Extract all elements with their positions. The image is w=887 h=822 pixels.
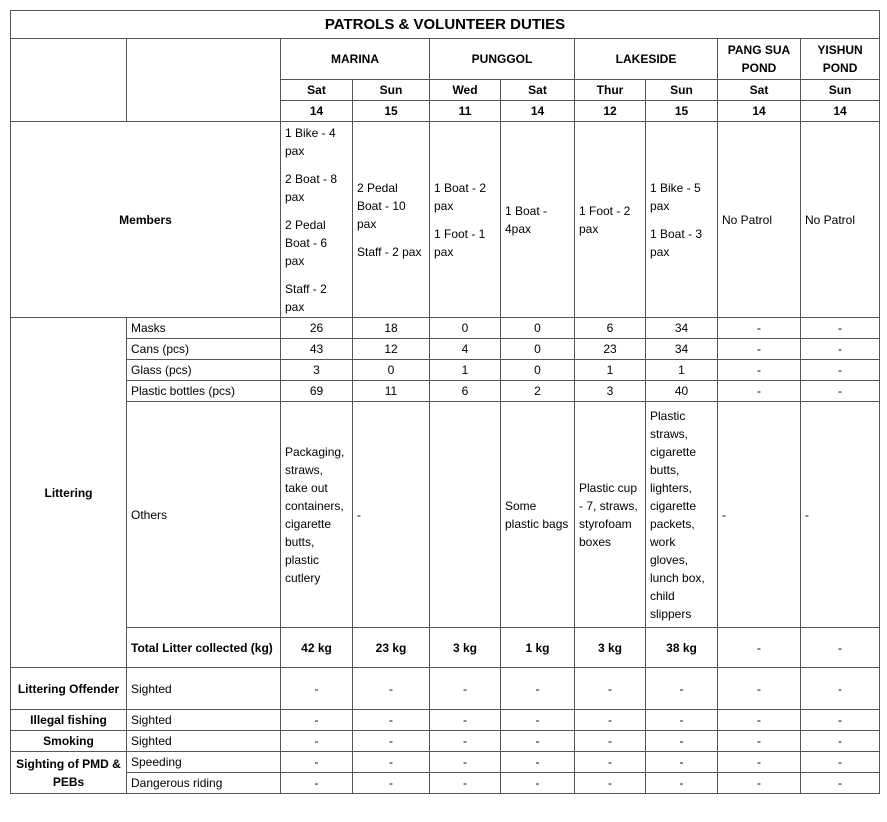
category-label: Littering Offender xyxy=(11,668,127,710)
date-header: 14 xyxy=(718,101,801,122)
total-cell: 3 kg xyxy=(575,628,646,668)
day-header: Sat xyxy=(281,80,353,101)
members-cell xyxy=(718,122,801,318)
row-label: Masks xyxy=(127,318,281,339)
date-header: 14 xyxy=(281,101,353,122)
table-cell: - xyxy=(718,381,801,402)
table-cell: - xyxy=(646,710,718,731)
members-entry: 2 Pedal Boat - 10 pax xyxy=(357,180,406,231)
table-cell: - xyxy=(646,668,718,710)
members-cell xyxy=(353,122,430,318)
littering-label: Littering xyxy=(11,318,127,668)
table-cell: - xyxy=(353,752,430,773)
table-cell: - xyxy=(430,752,501,773)
table-cell: - xyxy=(281,752,353,773)
table-cell: - xyxy=(501,731,575,752)
header-blank-1 xyxy=(11,39,127,122)
table-cell: 69 xyxy=(281,381,353,402)
row-label: Sighted xyxy=(127,668,281,710)
table-cell: - xyxy=(718,339,801,360)
table-cell: 18 xyxy=(353,318,430,339)
table-cell: 0 xyxy=(501,339,575,360)
table-cell: - xyxy=(281,668,353,710)
total-cell: 3 kg xyxy=(430,628,501,668)
table-cell: - xyxy=(801,773,880,794)
table-cell: - xyxy=(801,360,880,381)
table-cell: - xyxy=(718,360,801,381)
table-cell: - xyxy=(718,773,801,794)
day-header: Sun xyxy=(646,80,718,101)
total-cell: - xyxy=(801,628,880,668)
row-label: Cans (pcs) xyxy=(127,339,281,360)
table-cell: 1 xyxy=(430,360,501,381)
members-entry: 1 Boat - 3 pax xyxy=(650,226,703,259)
location-punggol: PUNGGOL xyxy=(430,39,575,80)
table-cell: 43 xyxy=(281,339,353,360)
date-header: 14 xyxy=(501,101,575,122)
table-cell: - xyxy=(353,668,430,710)
row-label: Total Litter collected (kg) xyxy=(127,628,281,668)
table-cell: - xyxy=(353,710,430,731)
table-cell: 6 xyxy=(430,381,501,402)
members-entry: Staff - 2 pax xyxy=(285,282,327,314)
date-header: 15 xyxy=(353,101,430,122)
table-cell: - xyxy=(801,318,880,339)
total-cell: 38 kg xyxy=(646,628,718,668)
members-cell xyxy=(281,122,353,318)
table-cell: 34 xyxy=(646,339,718,360)
table-cell: 26 xyxy=(281,318,353,339)
table-cell: - xyxy=(575,752,646,773)
members-cell xyxy=(575,122,646,318)
row-label: Others xyxy=(127,402,281,628)
day-header: Sat xyxy=(718,80,801,101)
day-header: Sat xyxy=(501,80,575,101)
table-cell: - xyxy=(646,773,718,794)
members-entry: No Patrol xyxy=(805,212,856,227)
others-cell: Some plastic bags xyxy=(501,402,575,628)
others-cell: - xyxy=(801,402,880,628)
table-cell: 12 xyxy=(353,339,430,360)
row-label: Speeding xyxy=(127,752,281,773)
row-label: Glass (pcs) xyxy=(127,360,281,381)
patrols-table xyxy=(10,10,880,794)
table-cell: - xyxy=(501,773,575,794)
day-header: Wed xyxy=(430,80,501,101)
table-cell: - xyxy=(718,318,801,339)
location-lakeside: LAKESIDE xyxy=(575,39,718,80)
table-cell: - xyxy=(718,668,801,710)
table-cell: - xyxy=(281,710,353,731)
table-cell: - xyxy=(801,752,880,773)
table-cell: - xyxy=(718,710,801,731)
table-cell: - xyxy=(501,752,575,773)
table-cell: - xyxy=(646,752,718,773)
others-cell: Plastic straws, cigarette butts, lighters, cigarette packets, work gloves, lunch box, child slippers xyxy=(646,402,718,628)
total-cell: 1 kg xyxy=(501,628,575,668)
members-entry: 1 Bike - 4 pax xyxy=(285,126,336,158)
table-cell: - xyxy=(430,710,501,731)
row-label: Sighted xyxy=(127,710,281,731)
members-entry: Staff - 2 pax xyxy=(357,244,422,259)
table-cell: - xyxy=(430,668,501,710)
row-label: Dangerous riding xyxy=(127,773,281,794)
page-title: PATROLS & VOLUNTEER DUTIES xyxy=(11,11,880,39)
table-cell: - xyxy=(575,731,646,752)
members-entry: 1 Boat - 2 pax xyxy=(434,180,487,213)
date-header: 12 xyxy=(575,101,646,122)
date-header: 15 xyxy=(646,101,718,122)
table-cell: - xyxy=(430,731,501,752)
total-cell: - xyxy=(718,628,801,668)
category-label: Smoking xyxy=(11,731,127,752)
table-cell: 0 xyxy=(501,318,575,339)
table-cell: 40 xyxy=(646,381,718,402)
location-marina: MARINA xyxy=(281,39,430,80)
table-cell: - xyxy=(281,731,353,752)
members-entry: 1 Foot - 2 pax xyxy=(579,203,631,236)
members-entry: 2 Pedal Boat - 6 pax xyxy=(285,218,328,268)
table-cell: 0 xyxy=(501,360,575,381)
table-cell: - xyxy=(501,668,575,710)
table-cell: - xyxy=(646,731,718,752)
others-cell: Packaging, straws, take out containers, cigarette butts, plastic cutlery xyxy=(281,402,353,628)
members-cell xyxy=(801,122,880,318)
table-cell: 34 xyxy=(646,318,718,339)
table-cell: 4 xyxy=(430,339,501,360)
table-cell: - xyxy=(281,773,353,794)
location-yishun-pond: YISHUN POND xyxy=(801,39,880,80)
table-cell: - xyxy=(718,752,801,773)
members-label: Members xyxy=(11,122,281,318)
others-cell: Plastic cup - 7, straws, styrofoam boxes xyxy=(575,402,646,628)
members-entry: 2 Boat - 8 pax xyxy=(285,172,338,204)
table-cell: - xyxy=(575,668,646,710)
members-cell xyxy=(430,122,501,318)
table-cell: - xyxy=(801,710,880,731)
row-label: Plastic bottles (pcs) xyxy=(127,381,281,402)
date-header: 11 xyxy=(430,101,501,122)
day-header: Sun xyxy=(353,80,430,101)
table-cell: 3 xyxy=(575,381,646,402)
table-cell: 0 xyxy=(353,360,430,381)
table-cell: - xyxy=(801,731,880,752)
table-cell: - xyxy=(353,773,430,794)
table-cell: - xyxy=(353,731,430,752)
table-cell: 11 xyxy=(353,381,430,402)
table-cell: 1 xyxy=(646,360,718,381)
table-cell: 2 xyxy=(501,381,575,402)
others-cell xyxy=(430,402,501,628)
table-cell: - xyxy=(718,731,801,752)
table-cell: 0 xyxy=(430,318,501,339)
date-header: 14 xyxy=(801,101,880,122)
row-label: Sighted xyxy=(127,731,281,752)
others-cell: - xyxy=(353,402,430,628)
table-cell: - xyxy=(575,773,646,794)
header-blank-2 xyxy=(127,39,281,122)
category-label: Sighting of PMD & PEBs xyxy=(11,752,127,794)
table-cell: 3 xyxy=(281,360,353,381)
members-entry: 1 Foot - 1 pax xyxy=(434,226,486,259)
total-cell: 42 kg xyxy=(281,628,353,668)
table-cell: 23 xyxy=(575,339,646,360)
total-cell: 23 kg xyxy=(353,628,430,668)
members-cell xyxy=(646,122,718,318)
table-cell: - xyxy=(575,710,646,731)
table-cell: - xyxy=(801,381,880,402)
category-label: Illegal fishing xyxy=(11,710,127,731)
table-cell: 1 xyxy=(575,360,646,381)
members-entry: 1 Boat - 4pax xyxy=(505,203,548,236)
members-entry: No Patrol xyxy=(722,212,773,227)
table-cell: - xyxy=(501,710,575,731)
members-cell xyxy=(501,122,575,318)
day-header: Sun xyxy=(801,80,880,101)
table-cell: 6 xyxy=(575,318,646,339)
table-cell: - xyxy=(801,339,880,360)
members-entry: 1 Bike - 5 pax xyxy=(650,180,701,213)
day-header: Thur xyxy=(575,80,646,101)
location-pang-sua-pond: PANG SUA POND xyxy=(718,39,801,80)
table-cell: - xyxy=(801,668,880,710)
others-cell: - xyxy=(718,402,801,628)
table-cell: - xyxy=(430,773,501,794)
